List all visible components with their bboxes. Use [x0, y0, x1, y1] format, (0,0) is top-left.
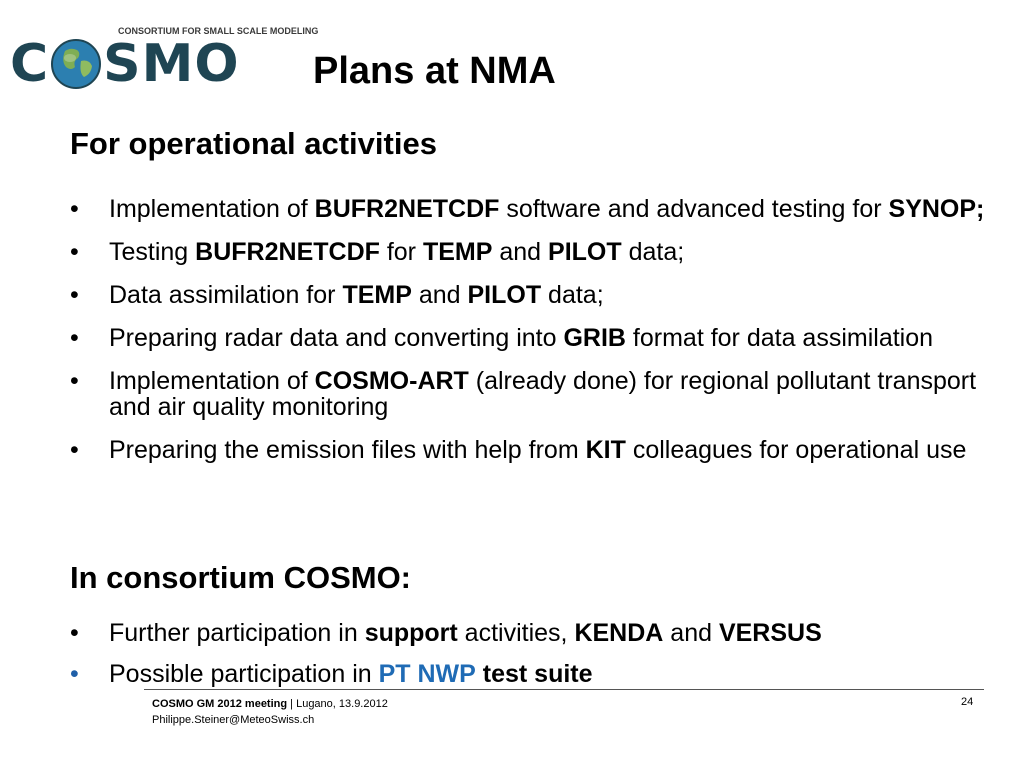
cosmo-logo	[8, 18, 319, 94]
list-item: • Implementation of BUFR2NETCDF software and advanced testing for SYNOP;	[70, 195, 985, 223]
operational-list	[70, 196, 990, 480]
footer-divider	[144, 689, 984, 690]
logo-wordmark	[10, 36, 240, 92]
bullet-icon: •	[70, 324, 79, 352]
bullet-icon: •	[70, 367, 79, 395]
bullet-icon: •	[70, 436, 79, 464]
footer-email: Philippe.Steiner@MeteoSwiss.ch	[152, 714, 315, 726]
list-item: • Testing BUFR2NETCDF for TEMP and PILOT data;	[70, 238, 685, 266]
list-item: • Data assimilation for TEMP and PILOT data;	[70, 281, 604, 309]
logo-tagline: CONSORTIUM FOR SMALL SCALE MODELING	[118, 26, 319, 36]
page-number: 24	[961, 696, 974, 708]
bullet-icon: •	[70, 238, 79, 266]
slide-title: Plans at NMA	[313, 50, 556, 92]
list-item: • Possible participation in PT NWP test suite	[70, 660, 593, 688]
list-item: • Preparing radar data and converting into GRIB format for data assimilation	[70, 324, 934, 352]
logo-letters-smo: SMO	[103, 34, 240, 94]
list-item: • Preparing the emission files with help from KIT colleagues for operational use	[70, 436, 967, 464]
bullet-icon: •	[70, 619, 79, 647]
list-item: • Further participation in support activities, KENDA and VERSUS	[70, 619, 822, 647]
section-heading-operational: For operational activities	[70, 126, 437, 161]
bullet-icon: •	[70, 195, 79, 223]
bullet-icon: •	[70, 660, 79, 688]
globe-icon	[51, 39, 101, 89]
pt-nwp-highlight: PT NWP	[378, 660, 476, 688]
list-item: • Implementation of COSMO-ART (already done) for regional pollutant transport and air quality monitoring	[70, 367, 977, 421]
section-heading-consortium: In consortium COSMO:	[70, 560, 411, 595]
bullet-icon: •	[70, 281, 79, 309]
footer-meeting-info: COSMO GM 2012 meeting | Lugano, 13.9.2012	[152, 698, 388, 710]
logo-letter-c: C	[10, 34, 50, 94]
